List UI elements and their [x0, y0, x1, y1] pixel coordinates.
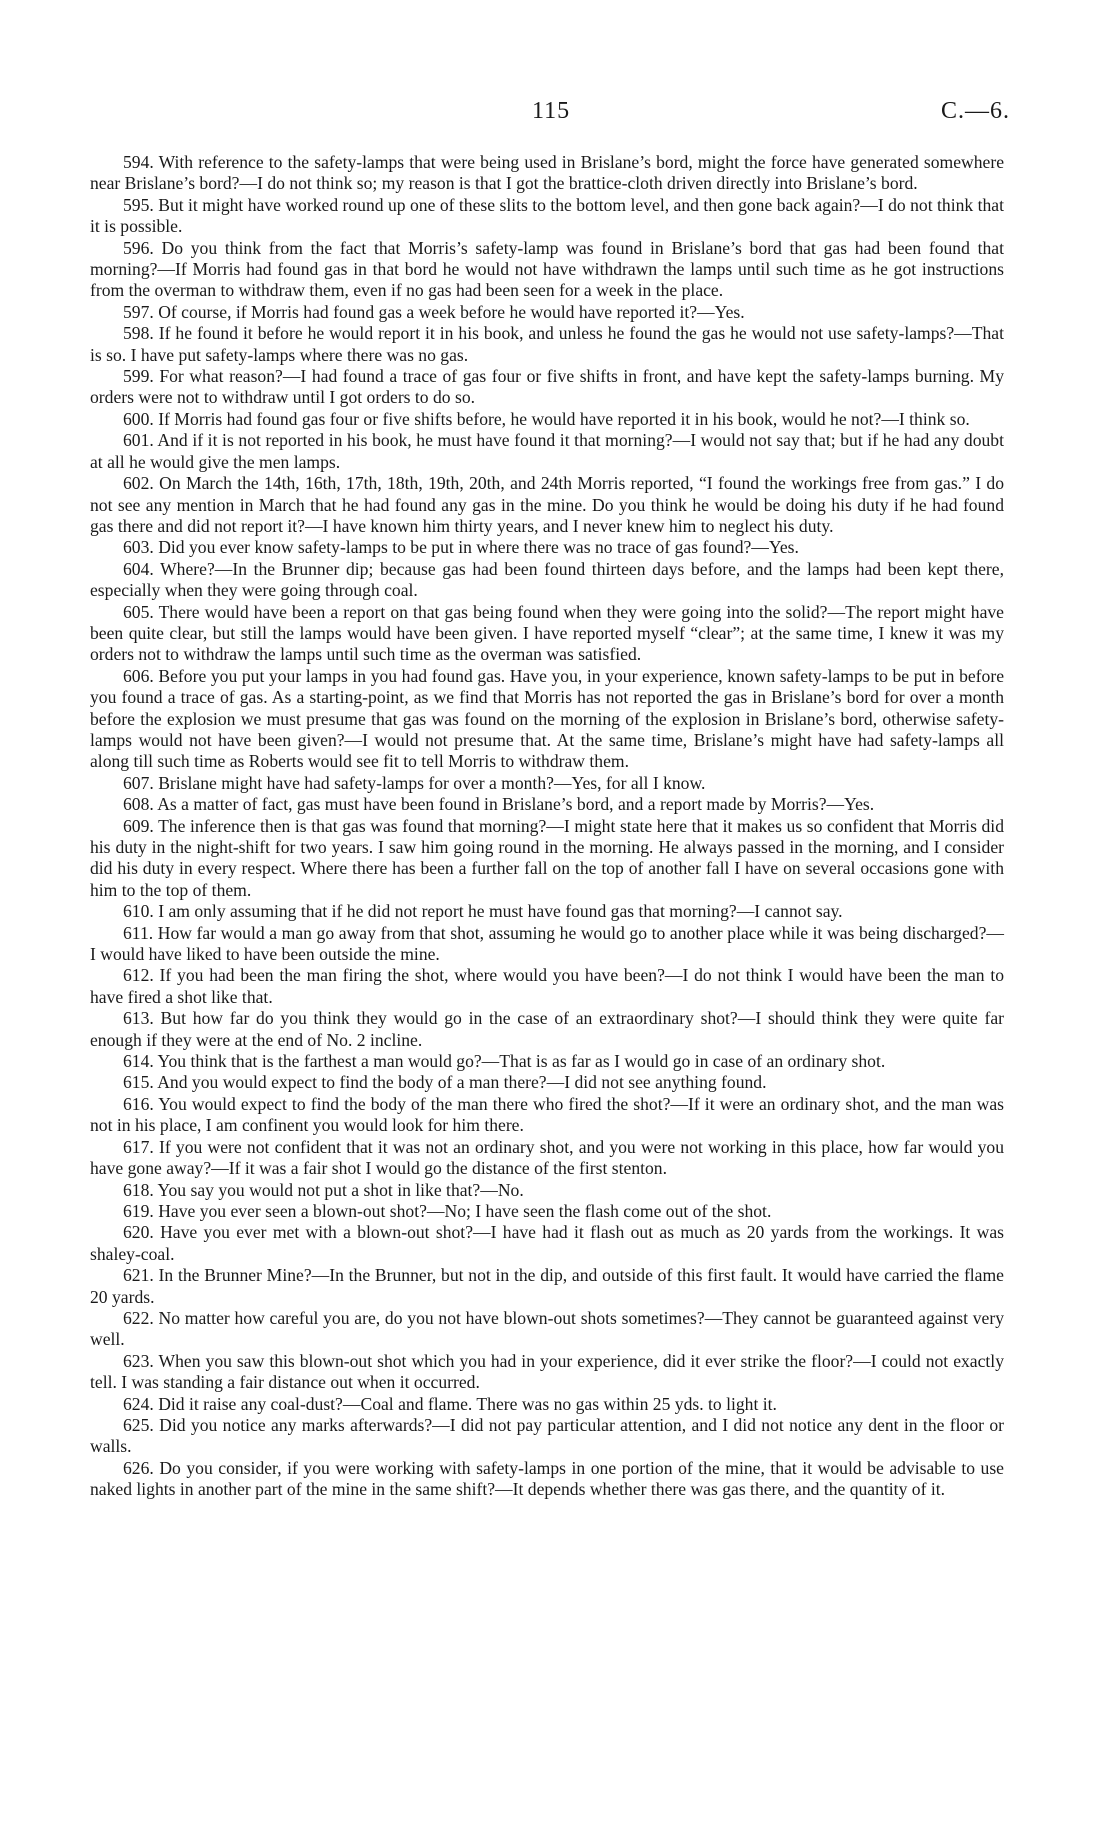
paragraph-613: 613. But how far do you think they would go in the case of an extraordinary shot?—I should think they were quite far enough if they were at the end of No. 2 incline.	[90, 1008, 1004, 1050]
paragraph-606: 606. Before you put your lamps in you had found gas. Have you, in your experience, known safety-lamps to be put in before you found a trace of gas. As a starting-point, as we find that Morris has not reported the gas in Brislane’s bord for over a month before the explosion we must presume that gas was found on the morning of the explosion in Brislane’s bord, otherwise safety-lamps would not have been given?—I would not presume that. At the same time, Brislane’s might have had safety-lamps all along till such time as Roberts would see fit to tell Morris to withdraw them.	[90, 665, 1004, 772]
paragraph-600: 600. If Morris had found gas four or five shifts before, he would have reported it in his book, would he not?—I think so.	[123, 408, 970, 429]
paragraph-599: 599. For what reason?—I had found a trace of gas four or five shifts in front, and have kept the safety-lamps burning. My orders were not to withdraw until I got orders to do so.	[90, 366, 1004, 408]
paragraph-615: 615. And you would expect to find the body of a man there?—I did not see anything found.	[123, 1072, 767, 1093]
paragraph-624: 624. Did it raise any coal-dust?—Coal and flame. There was no gas within 25 yds. to light it.	[123, 1393, 777, 1414]
paragraph-609: 609. The inference then is that gas was found that morning?—I might state here that it makes us so confident that Morris did his duty in the night-shift for two years. I saw him going round in the morning. He always passed in the morning, and I consider did his duty in every respect. Where there has been a further fall on the top of another fall I have on several occasions gone with him to the top of them.	[90, 815, 1004, 900]
document-series-code: C.—6.	[940, 98, 1010, 124]
paragraph-626: 626. Do you consider, if you were working with safety-lamps in one portion of the mine, that it would be advisable to use naked lights in another part of the mine in the same shift?—It depends whether there was gas there, and the quantity of it.	[90, 1457, 1004, 1500]
paragraph-618: 618. You say you would not put a shot in like that?—No.	[123, 1179, 524, 1200]
paragraph-610: 610. I am only assuming that if he did not report he must have found gas that morning?—I cannot say.	[123, 901, 843, 922]
paragraph-622: 622. No matter how careful you are, do you not have blown-out shots sometimes?—They cannot be guaranteed against very well.	[90, 1307, 1004, 1350]
paragraph-625: 625. Did you notice any marks afterwards?—I did not pay particular attention, and I did not notice any dent in the floor or walls.	[90, 1414, 1004, 1457]
paragraph-597: 597. Of course, if Morris had found gas a week before he would have reported it?—Yes.	[123, 301, 745, 322]
testimony-body	[90, 152, 1004, 1501]
paragraph-614: 614. You think that is the farthest a man would go?—That is as far as I would go in case of an ordinary shot.	[123, 1051, 886, 1072]
paragraph-594: 594. With reference to the safety-lamps that were being used in Brislane’s bord, might the force have generated somewhere near Brislane’s bord?—I do not think so; my reason is that I got the brattice-cloth driven directly into Brislane’s bord.	[90, 152, 1004, 194]
paragraph-621: 621. In the Brunner Mine?—In the Brunner, but not in the dip, and outside of this first fault. It would have carried the flame 20 yards.	[90, 1265, 1004, 1307]
paragraph-608: 608. As a matter of fact, gas must have been found in Brislane’s bord, and a report made by Morris?—Yes.	[123, 794, 875, 815]
paragraph-619: 619. Have you ever seen a blown-out shot?—No; I have seen the flash come out of the shot.	[123, 1200, 772, 1221]
paragraph-623: 623. When you saw this blown-out shot which you had in your experience, did it ever strike the floor?—I could not exactly tell. I was standing a fair distance out when it occurred.	[90, 1350, 1004, 1393]
paragraph-604: 604. Where?—In the Brunner dip; because gas had been found thirteen days before, and the lamps had been kept there, especially when they were going through coal.	[90, 558, 1004, 601]
paragraph-607: 607. Brislane might have had safety-lamps for over a month?—Yes, for all I know.	[123, 772, 706, 793]
paragraph-616: 616. You would expect to find the body of the man there who fired the shot?—If it were an ordinary shot, and the man was not in his place, I am confinent you would look for him there.	[90, 1093, 1004, 1136]
paragraph-596: 596. Do you think from the fact that Morris’s safety-lamp was found in Brislane’s bord that gas had been found that morning?—If Morris had found gas in that bord he would not have withdrawn the lamps until such time as he got instructions from the overman to withdraw them, even if no gas had been seen for a week in the place.	[90, 237, 1004, 301]
paragraph-595: 595. But it might have worked round up one of these slits to the bottom level, and then gone back again?—I do not think that it is possible.	[90, 194, 1004, 237]
paragraph-617: 617. If you were not confident that it was not an ordinary shot, and you were not working in this place, how far would you have gone away?—If it was a fair shot I would go the distance of the first stenton.	[90, 1136, 1004, 1179]
paragraph-620: 620. Have you ever met with a blown-out shot?—I have had it flash out as much as 20 yards from the workings. It was shaley-coal.	[90, 1222, 1004, 1264]
paragraph-603: 603. Did you ever know safety-lamps to be put in where there was no trace of gas found?—Yes.	[123, 537, 799, 558]
page-number: 115	[532, 98, 571, 124]
paragraph-602: 602. On March the 14th, 16th, 17th, 18th, 19th, 20th, and 24th Morris reported, “I found the workings free from gas.” I do not see any mention in March that he had found any gas in the mine. Do you think he would be doing his duty if he had found gas there and did not report it?—I have known him thirty years, and I never knew him to neglect his duty.	[90, 473, 1004, 536]
page-header	[0, 98, 1114, 128]
paragraph-611: 611. How far would a man go away from that shot, assuming he would go to another place while it was being discharged?—I would have liked to have been outside the mine.	[90, 922, 1004, 965]
paragraph-605: 605. There would have been a report on that gas being found when they were going into the solid?—The report might have been quite clear, but still the lamps would have been given. I have reported myself “clear”; at the same time, I knew it was my orders not to withdraw the lamps until such time as the overman was satisfied.	[90, 601, 1004, 665]
paragraph-601: 601. And if it is not reported in his book, he must have found it that morning?—I would not say that; but if he had any doubt at all he would give the men lamps.	[90, 430, 1004, 472]
paragraph-612: 612. If you had been the man firing the shot, where would you have been?—I do not think I would have been the man to have fired a shot like that.	[90, 965, 1004, 1007]
paragraph-598: 598. If he found it before he would report it in his book, and unless he found the gas he would not use safety-lamps?—That is so. I have put safety-lamps where there was no gas.	[90, 323, 1004, 365]
